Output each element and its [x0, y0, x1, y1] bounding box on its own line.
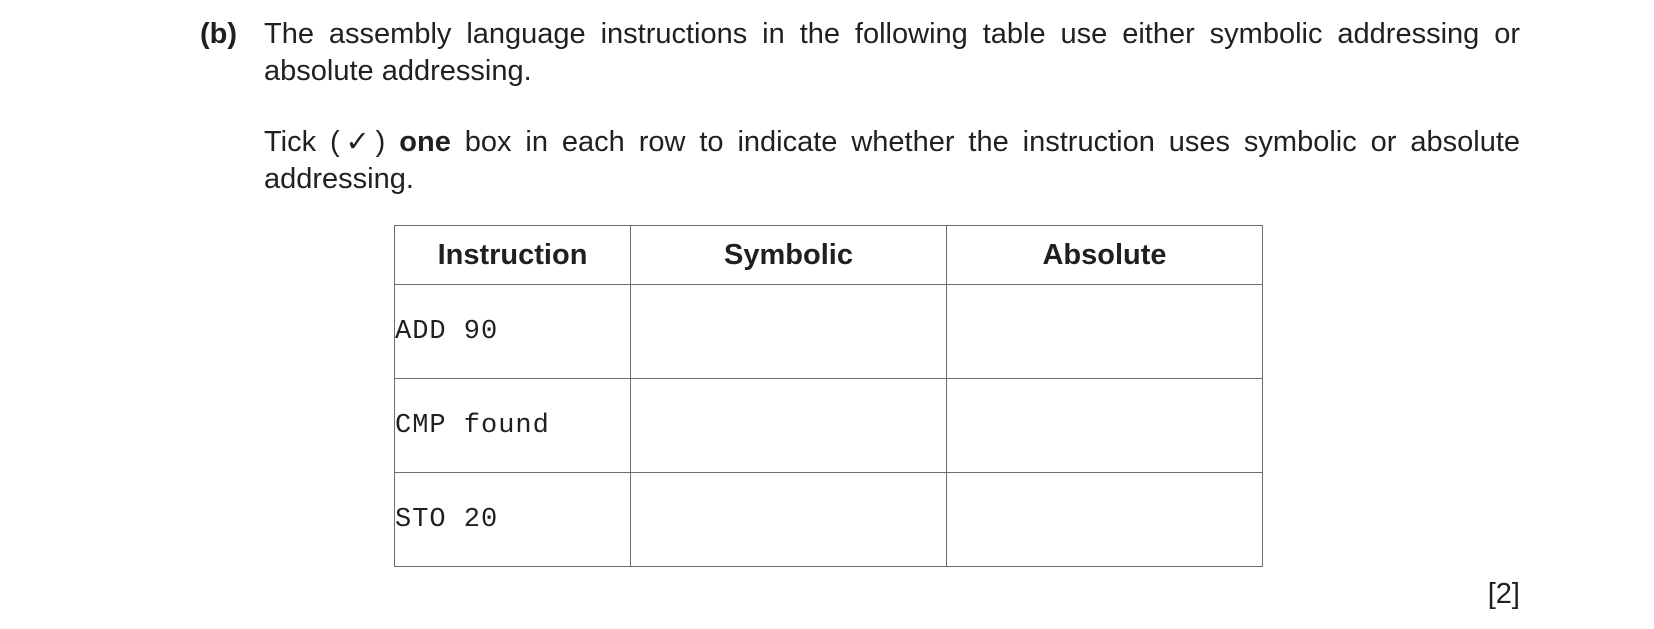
symbolic-tick-box[interactable] [631, 285, 947, 379]
absolute-tick-box[interactable] [947, 473, 1263, 567]
symbolic-tick-box[interactable] [631, 473, 947, 567]
addressing-table [394, 225, 1263, 567]
instruction-cell: ADD 90 [395, 285, 631, 379]
symbolic-tick-box[interactable] [631, 379, 947, 473]
instruction-pre-text: Tick (✓) [264, 126, 400, 158]
instruction-cell: STO 20 [395, 473, 631, 567]
instruction-emphasis-text: one [399, 126, 451, 158]
question-intro-text: The assembly language instructions in the following table use either symbolic addressing or absolute addressing. [264, 18, 1520, 87]
header-instruction: Instruction [395, 226, 631, 285]
question-instruction-text [264, 124, 1520, 198]
absolute-tick-box[interactable] [947, 379, 1263, 473]
table-row [395, 379, 1263, 473]
marks-allocation: [2] [1487, 578, 1520, 610]
table-header-row [395, 226, 1263, 285]
table-row [395, 473, 1263, 567]
instruction-cell: CMP found [395, 379, 631, 473]
table-row [395, 285, 1263, 379]
absolute-tick-box[interactable] [947, 285, 1263, 379]
instruction-post-text: box in each row to indicate whether the instruction uses symbolic or absolute addressing. [264, 126, 1521, 195]
header-symbolic: Symbolic [631, 226, 947, 285]
header-absolute: Absolute [947, 226, 1263, 285]
question-part-label: (b) [200, 18, 238, 50]
